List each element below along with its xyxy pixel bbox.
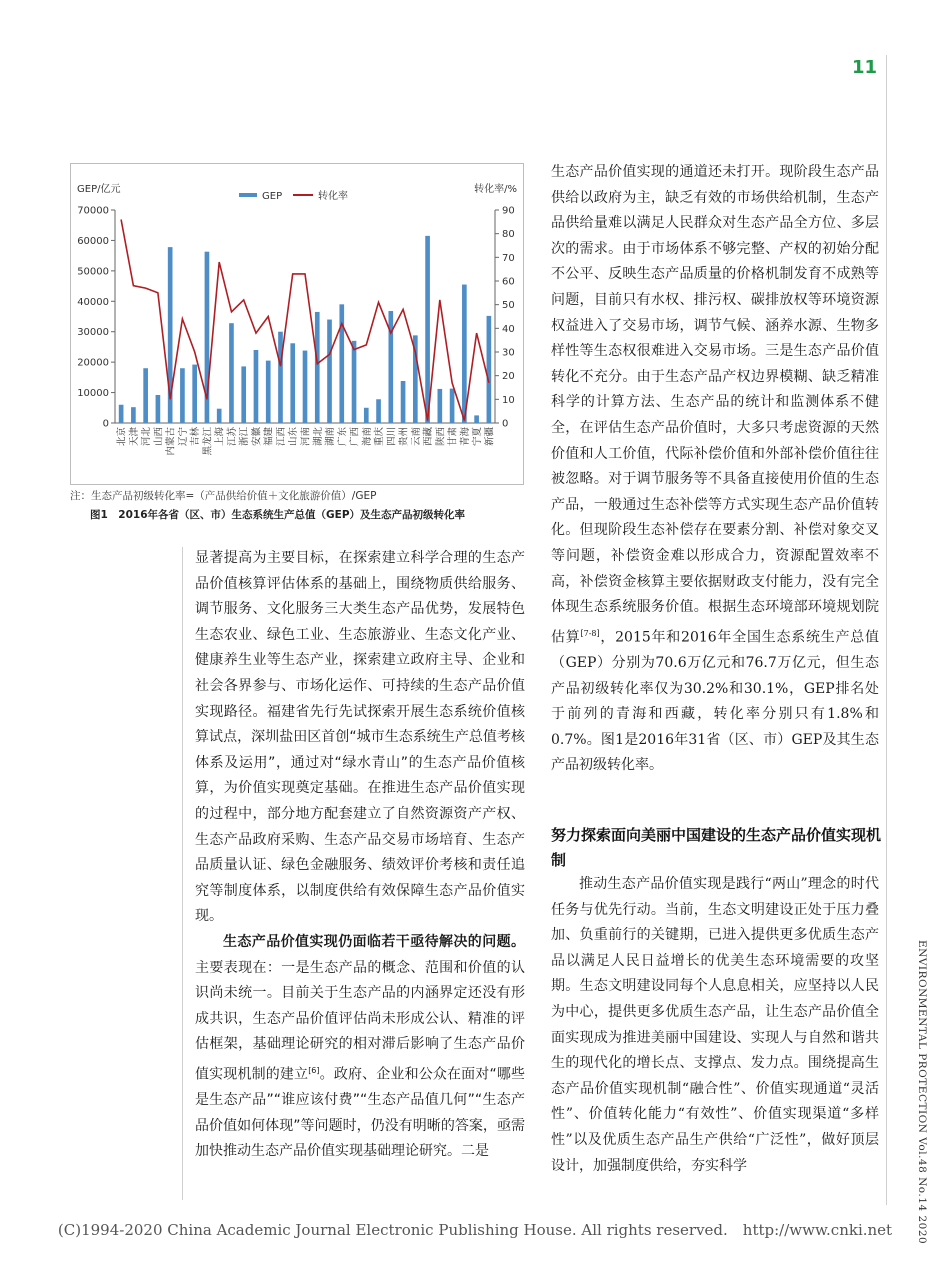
gep-bar xyxy=(266,361,271,423)
gep-bar xyxy=(487,316,492,423)
figure-frame xyxy=(70,163,524,485)
category-label: 云南 xyxy=(410,427,422,447)
gep-bar xyxy=(217,409,222,423)
gep-bar xyxy=(131,407,136,423)
citation: [7-8] xyxy=(580,628,600,638)
gep-chart xyxy=(71,164,523,484)
paragraph-text: 生态产品价值实现的通道还未打开。现阶段生态产品供给以政府为主，缺乏有效的市场供给机制，生态产品供给量难以满足人民群众对生态产品全方位、多层次的需求。由于市场体系不够完整、产权的初始分配不公平、反映生态产品质量的价格机制发育不成熟等问题，目前只有水权、排污权、碳排放权等环境资源权益进入了交易市场，调节气候、涵养水源、生物多样性等生态权很难进入交易市场。三是生态产品价值转化不充分。由于生态产品产权边界模糊、缺乏精准科学的计算方法、生态产品的统计和监测体系不健全，在评估生态产品价值时，大多只考虑资源的天然价值和人工价值，代际补偿价值和外部补偿价值往往被忽略。对于调节服务等不具备直接使用价值的生态产品，一般通过生态补偿等方式实现生态产品价值转化。但现阶段生态补偿存在要素分割、补偿对象交叉等问题，补偿资金难以形成合力，资源配置效率不高，补偿资金核算主要依据财政支付能力，没有完全体现生态系统服务价值。根据生态环境部环境规划院估算 xyxy=(551,164,879,646)
gep-bar xyxy=(278,332,283,423)
gep-bar xyxy=(254,350,259,423)
left-tick-label: 40000 xyxy=(77,296,109,308)
left-tick-label: 0 xyxy=(102,418,109,430)
gep-bar xyxy=(438,389,443,423)
category-label: 河南 xyxy=(300,427,312,447)
category-label: 吉林 xyxy=(190,427,202,447)
gep-bar xyxy=(474,415,479,423)
category-label: 重庆 xyxy=(374,427,385,447)
category-label: 海南 xyxy=(361,427,373,447)
paragraph: 推动生态产品价值实现是践行“两山”理念的时代任务与优先行动。当前，生态文明建设正处于压力叠加、负重前行的关键期，已进入提供更多优质生态产品以满足人民日益增长的优美生态环境需要的攻坚期。生态文明建设同每个人息息相关，应坚持以人民为中心，提供更多优质生态产品，让生态产品价值全面实现成为推进美丽中国建设、实现人与自然和谐共生的现代化的增长点、支撑点、发力点。围绕提高生态产品价值实现机制“融合性”、价值实现通道“灵活性”、价值转化能力“有效性”、价值实现渠道“多样性”以及优质生态产品生产供给“广泛性”，做好顶层设计，加强制度供给，夯实科学 xyxy=(551,876,879,1174)
right-tick-label: 90 xyxy=(502,205,515,217)
right-tick-label: 20 xyxy=(502,371,515,383)
right-tick-label: 30 xyxy=(502,347,515,359)
page-number: 11 xyxy=(852,57,878,78)
gep-bar xyxy=(119,405,124,423)
gep-bar xyxy=(143,368,148,423)
left-axis-title: GEP/亿元 xyxy=(77,184,121,195)
category-label: 江苏 xyxy=(227,427,238,447)
gep-bar xyxy=(290,343,295,423)
gep-bar xyxy=(450,389,455,423)
category-label: 西藏 xyxy=(423,427,435,447)
gep-bar xyxy=(327,320,332,423)
right-tick-label: 60 xyxy=(502,276,515,288)
category-label: 内蒙古 xyxy=(165,427,177,456)
left-tick-label: 50000 xyxy=(77,266,109,278)
left-tick-label: 20000 xyxy=(77,357,109,369)
category-label: 北京 xyxy=(116,427,128,447)
category-label: 山西 xyxy=(153,427,165,447)
gep-bar xyxy=(401,381,406,423)
copyright-footer: (C)1994-2020 China Academic Journal Electronic Publishing House. All rights reserved. http://www.cnki.net xyxy=(57,1221,893,1239)
gep-bar xyxy=(241,366,246,423)
category-label: 湖北 xyxy=(312,427,324,447)
category-label: 贵州 xyxy=(398,427,410,447)
category-label: 上海 xyxy=(214,427,226,447)
left-tick-label: 60000 xyxy=(77,235,109,247)
right-axis-title: 转化率/% xyxy=(474,184,517,195)
right-tick-label: 70 xyxy=(502,252,515,264)
gep-bar xyxy=(180,368,185,423)
gep-bar xyxy=(156,395,161,423)
left-tick-label: 30000 xyxy=(77,327,109,339)
left-tick-label: 10000 xyxy=(77,388,109,400)
category-label: 广东 xyxy=(337,427,349,447)
figure-note: 注：生态产品初级转化率=（产品供给价值＋文化旅游价值）/GEP xyxy=(70,490,377,502)
category-label: 湖南 xyxy=(325,427,336,447)
gep-bar xyxy=(364,408,369,423)
right-tick-label: 10 xyxy=(502,394,515,406)
category-label: 四川 xyxy=(386,427,398,447)
gep-bar xyxy=(352,341,357,423)
section-heading: 努力探索面向美丽中国建设的生态产品价值实现机制 xyxy=(551,826,882,869)
journal-side-label: ENVIRONMENTAL PROTECTION Vol.48 No.14 2020 xyxy=(916,940,928,1245)
paragraph xyxy=(551,160,879,779)
category-label: 黑龙江 xyxy=(202,427,214,456)
gep-bar xyxy=(315,312,320,423)
category-label: 安徽 xyxy=(251,427,263,447)
category-label: 广西 xyxy=(349,427,361,447)
left-column-rule xyxy=(182,547,183,1200)
category-label: 新疆 xyxy=(484,427,496,447)
paragraph xyxy=(195,930,525,1165)
legend-gep-label: GEP xyxy=(262,191,283,202)
paragraph-text: 主要表现在：一是生态产品的概念、范围和价值的认识尚未统一。目前关于生态产品的内涵界定还没有形成共识，生态产品价值评估尚未形成公认、精准的评估框架，基础理论研究的相对滞后影响了生态产品价值实现机制的建立 xyxy=(195,959,525,1083)
paragraph-text: 。政府、企业和公众在面对“哪些是生态产品”“谁应该付费”“生态产品值几何”“生态产品价值如何体现”等问题时，仍没有明晰的答案，亟需加快推动生态产品价值实现基础理论研究。二是 xyxy=(195,1066,525,1160)
left-column xyxy=(195,546,525,1165)
paragraph-lead: 生态产品价值实现仍面临若干亟待解决的问题。 xyxy=(223,933,525,950)
category-label: 福建 xyxy=(263,427,275,447)
category-label: 陕西 xyxy=(435,427,447,447)
category-label: 青海 xyxy=(459,427,471,447)
right-margin-rule xyxy=(886,55,887,1205)
category-label: 山东 xyxy=(288,427,300,447)
figure-caption: 图1 2016年各省（区、市）生态系统生产总值（GEP）及生态产品初级转化率 xyxy=(90,509,466,521)
right-tick-label: 50 xyxy=(502,300,515,312)
category-label: 江西 xyxy=(276,427,287,447)
right-column-bottom xyxy=(551,872,879,1179)
citation: [6] xyxy=(308,1065,320,1075)
gep-bar xyxy=(462,285,467,423)
paragraph-text: ，2015年和2016年全国生态系统生产总值（GEP）分别为70.6万亿元和76.7万亿元，但生态产品初级转化率仅为30.2%和30.1%，GEP排名处于前列的青海和西藏，转化率分别只有1.8%和0.7%。图1是2016年31省（区、市）GEP及其生态产品初级转化率。 xyxy=(551,629,879,774)
left-tick-label: 70000 xyxy=(77,205,109,217)
category-label: 辽宁 xyxy=(177,427,189,447)
category-label: 河北 xyxy=(141,427,153,447)
gep-bar xyxy=(425,236,430,423)
paragraph: 显著提高为主要目标，在探索建立科学合理的生态产品价值核算评估体系的基础上，围绕物质供给服务、调节服务、文化服务三大类生态产品优势，发展特色生态农业、绿色工业、生态旅游业、生态文化产业、健康养生业等生态产业，探索建立政府主导、企业和社会各界参与、市场化运作、可持续的生态产品价值实现路径。福建省先行先试探索开展生态系统价值核算试点，深圳盐田区首创“城市生态系统生产总值考核体系及运用”，通过对“绿水青山”的生态产品价值核算，为价值实现奠定基础。在推进生态产品价值实现的过程中，部分地方配套建立了自然资源资产产权、生态产品政府采购、生态产品交易市场培育、生态产品质量认证、绿色金融服务、绩效评价考核和责任追究等制度体系，以制度供给有效保障生态产品价值实现。 xyxy=(195,550,525,925)
gep-bar xyxy=(376,399,381,423)
right-tick-label: 80 xyxy=(502,229,515,241)
category-label: 宁夏 xyxy=(472,427,484,447)
category-label: 浙江 xyxy=(239,427,251,447)
category-label: 天津 xyxy=(128,427,140,447)
gep-bar xyxy=(192,365,197,423)
gep-bar xyxy=(229,323,234,423)
category-label: 甘肃 xyxy=(447,427,459,447)
gep-bar xyxy=(303,351,308,423)
right-tick-label: 40 xyxy=(502,323,515,335)
right-tick-label: 0 xyxy=(502,418,509,430)
right-column-top xyxy=(551,160,879,779)
legend-rate-label: 转化率 xyxy=(318,191,348,202)
